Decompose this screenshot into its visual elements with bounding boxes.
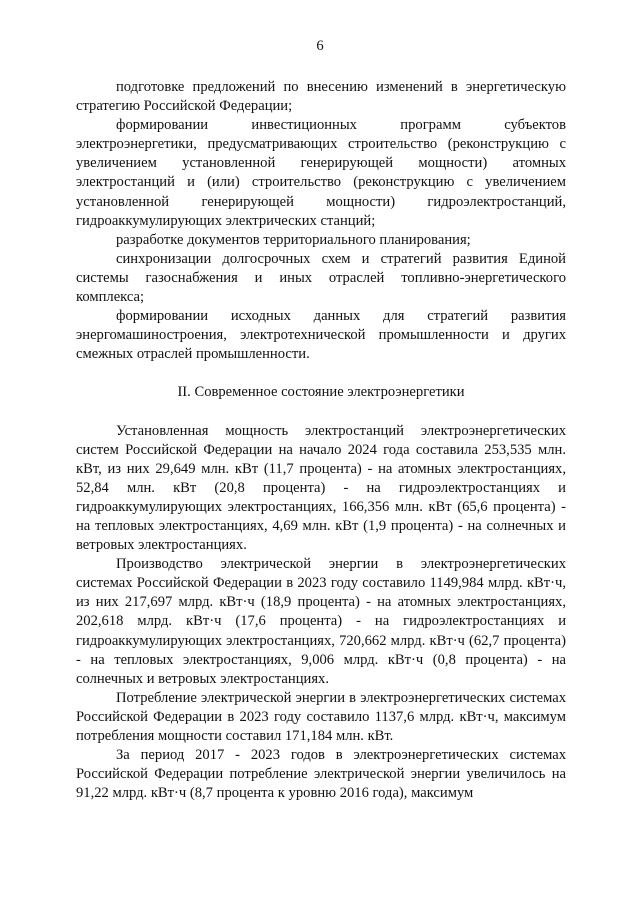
paragraph: разработке документов территориального планирования; [116, 231, 471, 248]
intro-paragraphs [76, 78, 566, 364]
section-paragraphs [76, 422, 566, 804]
page-content [76, 78, 566, 803]
paragraph: подготовке предложений по внесению изменений в энергетическую стратегию Российской Федерации; [76, 79, 566, 115]
paragraph: синхронизации долгосрочных схем и стратегий развития Единой системы газоснабжения и иных отраслей топливно-энергетического комплекса; [76, 250, 566, 306]
paragraph: Потребление электрической энергии в электроэнергетических системах Российской Федерации в 2023 году составило 1137,6 млрд. кВт·ч, максимум потребления мощности составил 171,184 млн. кВт. [76, 689, 566, 744]
paragraph: Установленная мощность электростанций электроэнергетических систем Российской Федерации на начало 2024 года составила 253,535 млн. кВт, из них 29,649 млн. кВт (11,7 процента) - на атомных электростанциях, 52,84 млн. кВт (20,8 процента) - на гидроэлектростанциях и гидроаккумулирующих электростанциях, 166,356 млн. кВт (65,6 процента) - на тепловых электростанциях, 4,69 млн. кВт (1,9 процента) - на солнечных и ветровых электростанциях. [76, 422, 566, 554]
page-number: 6 [316, 38, 324, 54]
paragraph: За период 2017 - 2023 годов в электроэнергетических системах Российской Федерации потребление электрической энергии увеличилось на 91,22 млрд. кВт·ч (8,7 процента к уровню 2016 года), максимум [76, 747, 566, 802]
section-heading: II. Современное состояние электроэнергетики [177, 384, 465, 401]
paragraph: формировании инвестиционных программ субъектов электроэнергетики, предусматривающих строительство (реконструкцию с увеличением установленной генерирующей мощности) атомных электростанций и (или) строительство (реконструкцию с увеличением установленной генерирующей мощности) гидроэлектростанций, гидроаккумулирующих электрических станций; [76, 117, 566, 229]
paragraph: формировании исходных данных для стратегий развития энергомашиностроения, электротехнической промышленности и других смежных отраслей промышленности. [76, 308, 566, 363]
paragraph: Производство электрической энергии в электроэнергетических системах Российской Федерации в 2023 году составило 1149,984 млрд. кВт·ч, из них 217,697 млрд. кВт·ч (18,9 процента) - на атомных электростанциях, 202,618 млрд. кВт·ч (17,6 процента) - на гидроэлектростанциях и гидроаккумулирующих электростанциях, 720,662 млрд. кВт·ч (62,7 процента) - на тепловых электростанциях, 9,006 млрд. кВт·ч (0,8 процента) - на солнечных и ветровых электростанциях. [76, 556, 566, 687]
